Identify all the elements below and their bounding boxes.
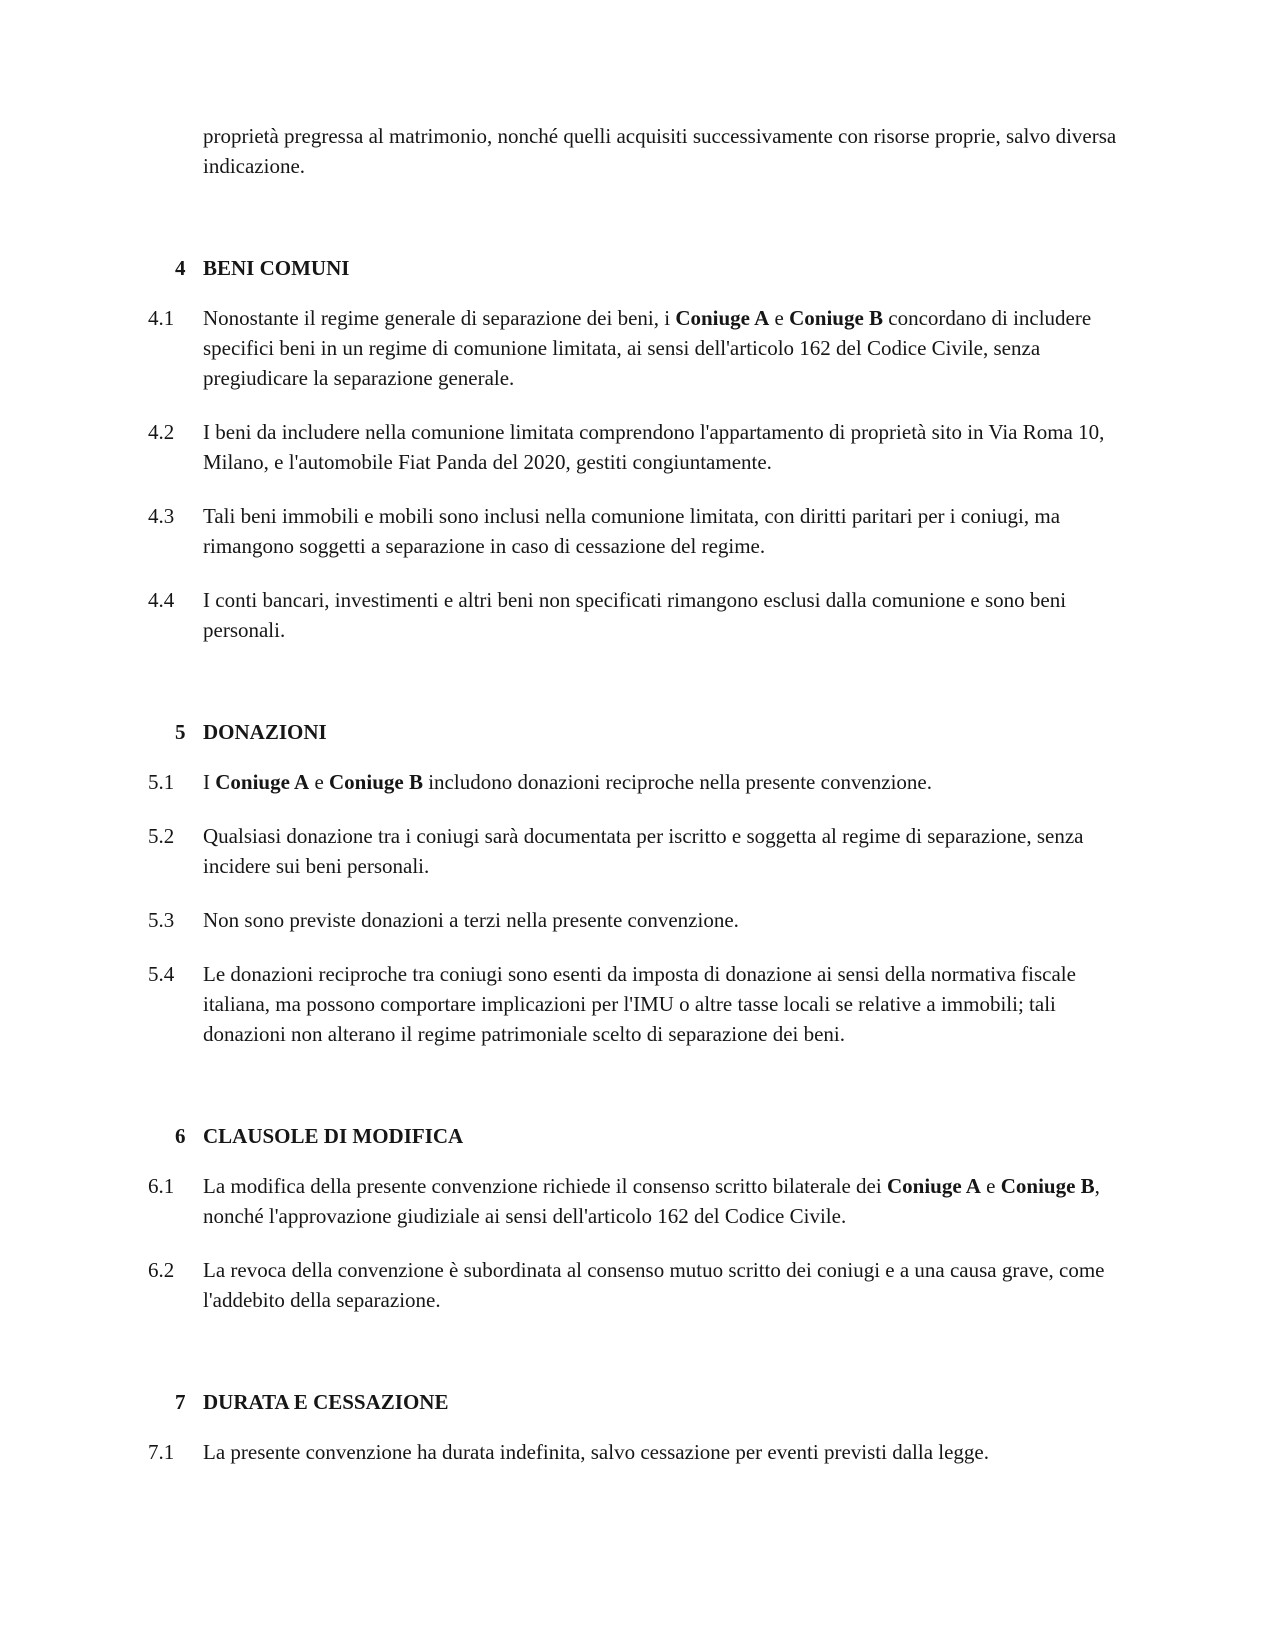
clause-number: 6.2	[148, 1258, 175, 1282]
clause-item	[148, 417, 1125, 477]
clause-item	[148, 905, 1125, 935]
clause-text: La modifica della presente convenzione richiede il consenso scritto bilaterale dei Coniuge A e Coniuge B, nonché l'approvazione giudiziale ai sensi dell'articolo 162 del Codice Civile.	[203, 1174, 1100, 1228]
section-title: CLAUSOLE DI MODIFICA	[203, 1124, 464, 1148]
clause-text: Qualsiasi donazione tra i coniugi sarà documentata per iscritto e soggetta al regime di separazione, senza incidere sui beni personali.	[203, 824, 1084, 878]
clause-item	[148, 821, 1125, 881]
section-heading	[148, 717, 1125, 747]
section-items	[148, 303, 1125, 645]
document-section	[148, 1121, 1125, 1315]
section-number: 7	[175, 1390, 186, 1414]
section-items	[148, 1437, 1125, 1467]
clause-item	[148, 767, 1125, 797]
section-items	[148, 1171, 1125, 1315]
clause-number: 6.1	[148, 1174, 175, 1198]
clause-number: 4.2	[148, 420, 175, 444]
clause-item	[148, 585, 1125, 645]
clause-number: 5.2	[148, 824, 175, 848]
clause-number: 4.1	[148, 306, 175, 330]
clause-item	[148, 1437, 1125, 1467]
clause-item	[148, 1171, 1125, 1231]
clause-text: La revoca della convenzione è subordinata al consenso mutuo scritto dei coniugi e a una causa grave, come l'addebito della separazione.	[203, 1258, 1105, 1312]
section-title: BENI COMUNI	[203, 256, 350, 280]
clause-text: I beni da includere nella comunione limitata comprendono l'appartamento di proprietà sito in Via Roma 10, Milano, e l'automobile Fiat Panda del 2020, gestiti congiuntamente.	[203, 420, 1105, 474]
clause-number: 5.1	[148, 770, 175, 794]
document-section	[148, 1387, 1125, 1467]
clause-number: 5.3	[148, 908, 175, 932]
clause-item	[148, 1255, 1125, 1315]
clause-number: 4.3	[148, 504, 175, 528]
section-number: 6	[175, 1124, 186, 1148]
section-number: 4	[175, 256, 186, 280]
clause-item	[148, 959, 1125, 1049]
clause-text: Le donazioni reciproche tra coniugi sono esenti da imposta di donazione ai sensi della normativa fiscale italiana, ma possono comportare implicazioni per l'IMU o altre tasse locali se relative a immobili; tali donazioni non alterano il regime patrimoniale scelto di separazione dei beni.	[203, 962, 1076, 1046]
clause-text: Tali beni immobili e mobili sono inclusi nella comunione limitata, con diritti paritari per i coniugi, ma rimangono soggetti a separazione in caso di cessazione del regime.	[203, 504, 1061, 558]
section-heading	[148, 1121, 1125, 1151]
clause-text: Non sono previste donazioni a terzi nella presente convenzione.	[203, 908, 739, 932]
clause-item	[148, 303, 1125, 393]
clause-number: 5.4	[148, 962, 175, 986]
document-section	[148, 717, 1125, 1049]
clause-number: 7.1	[148, 1440, 175, 1464]
sections-container	[148, 253, 1125, 1467]
section-items	[148, 767, 1125, 1049]
section-title: DONAZIONI	[203, 720, 327, 744]
section-heading	[148, 253, 1125, 283]
section-heading	[148, 1387, 1125, 1417]
section-number: 5	[175, 720, 186, 744]
clause-text: La presente convenzione ha durata indefinita, salvo cessazione per eventi previsti dalla legge.	[203, 1440, 990, 1464]
clause-number: 4.4	[148, 588, 175, 612]
document-section	[148, 253, 1125, 645]
clause-text: I Coniuge A e Coniuge B includono donazioni reciproche nella presente convenzione.	[203, 770, 932, 794]
clause-item	[148, 501, 1125, 561]
clause-text: Nonostante il regime generale di separazione dei beni, i Coniuge A e Coniuge B concordano di includere specifici beni in un regime di comunione limitata, ai sensi dell'articolo 162 del Codice Civile, senza pregiudicare la separazione generale.	[203, 306, 1092, 390]
paragraph-continuation: proprietà pregressa al matrimonio, nonché quelli acquisiti successivamente con risorse proprie, salvo diversa indicazione.	[203, 124, 1117, 178]
clause-text: I conti bancari, investimenti e altri beni non specificati rimangono esclusi dalla comunione e sono beni personali.	[203, 588, 1067, 642]
section-title: DURATA E CESSAZIONE	[203, 1390, 449, 1414]
